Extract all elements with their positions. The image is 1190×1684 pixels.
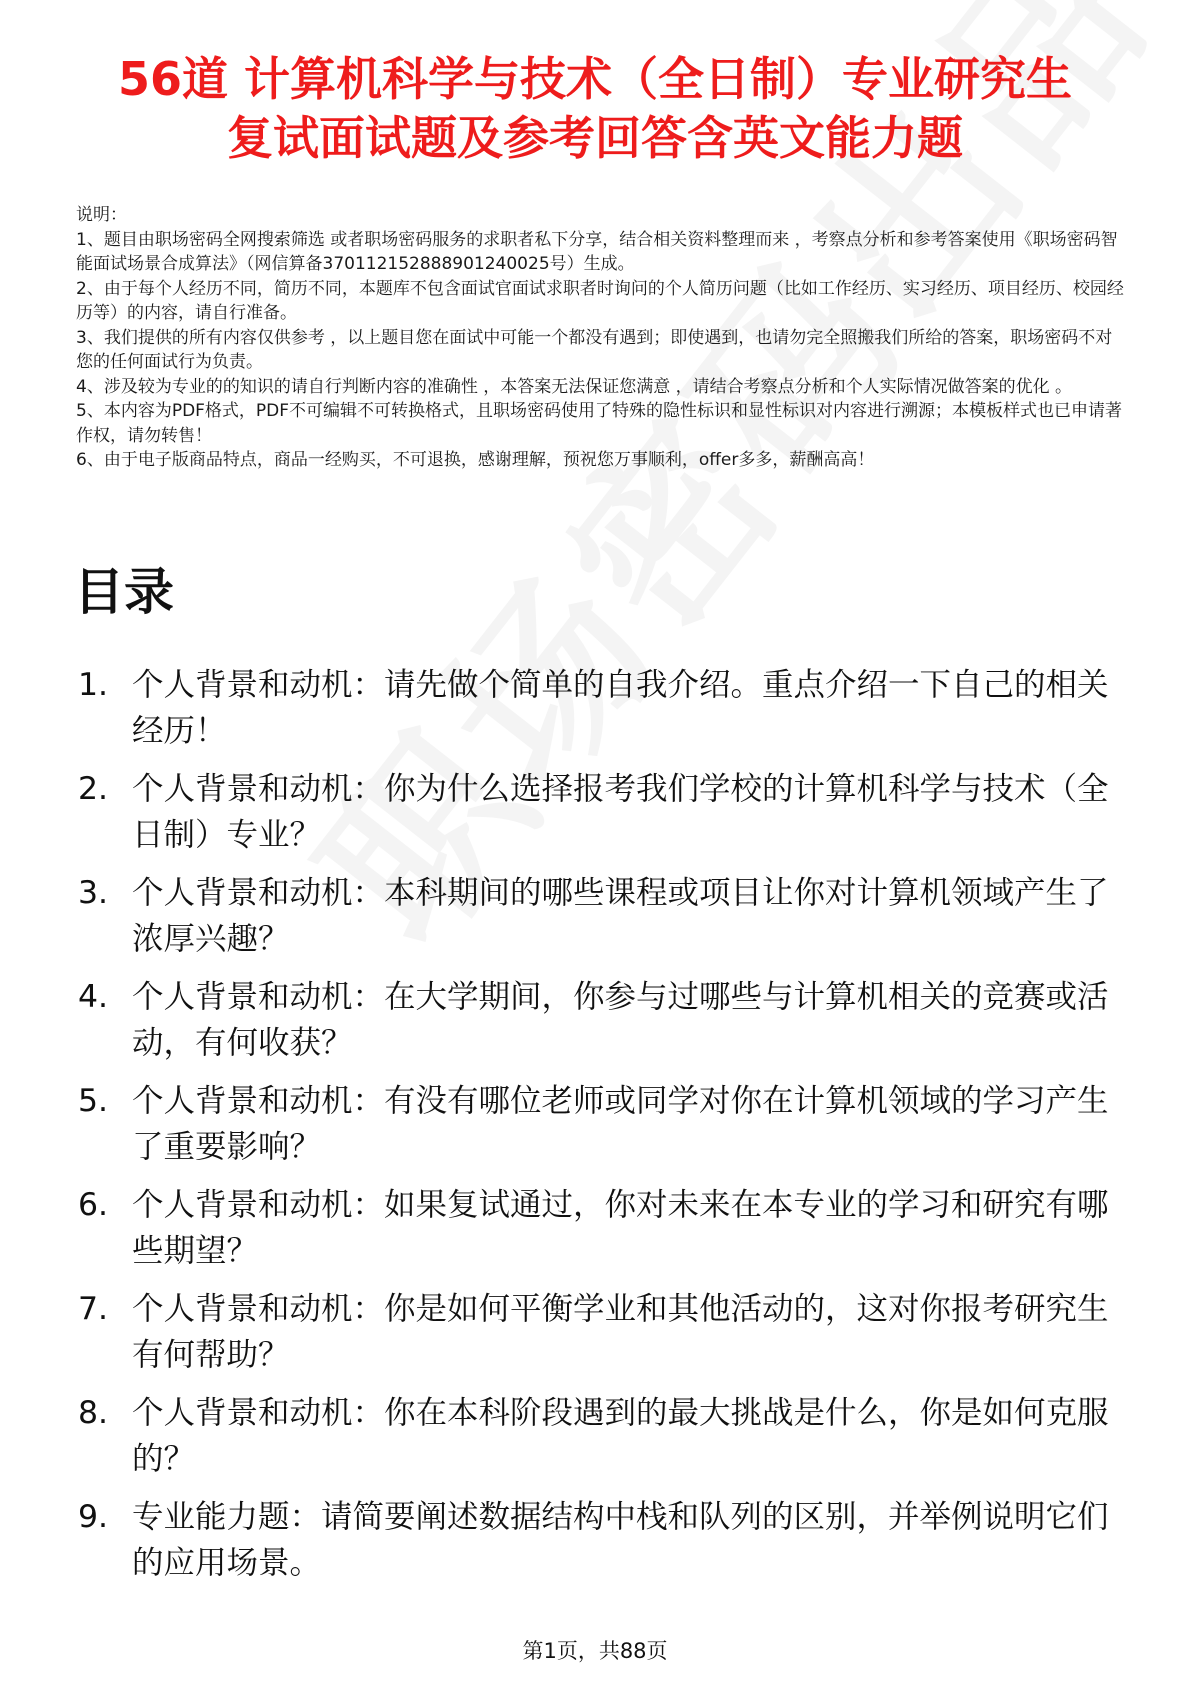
toc-item[interactable] bbox=[72, 1079, 1122, 1170]
toc-item[interactable] bbox=[72, 1183, 1122, 1274]
notes-section bbox=[76, 203, 1126, 473]
toc-item[interactable] bbox=[72, 871, 1122, 962]
toc-item-number: 3. bbox=[78, 875, 109, 911]
toc-item-text: 个人背景和动机：你在本科阶段遇到的最大挑战是什么，你是如何克服的？ bbox=[132, 1395, 1109, 1477]
toc-item-number: 1. bbox=[78, 667, 109, 703]
toc-item-number: 6. bbox=[78, 1187, 109, 1223]
toc-item-text: 个人背景和动机：本科期间的哪些课程或项目让你对计算机领域产生了浓厚兴趣？ bbox=[132, 875, 1109, 957]
toc-item[interactable] bbox=[72, 663, 1122, 754]
toc-item[interactable] bbox=[72, 1391, 1122, 1482]
toc-item-text: 个人背景和动机：你为什么选择报考我们学校的计算机科学与技术（全日制）专业？ bbox=[132, 771, 1109, 853]
toc-item[interactable] bbox=[72, 767, 1122, 858]
toc-item-text: 个人背景和动机：有没有哪位老师或同学对你在计算机领域的学习产生了重要影响？ bbox=[132, 1083, 1109, 1165]
toc-item-number: 5. bbox=[78, 1083, 109, 1119]
toc-item-text: 个人背景和动机：如果复试通过，你对未来在本专业的学习和研究有哪些期望？ bbox=[132, 1187, 1109, 1269]
toc-item-number: 2. bbox=[78, 771, 109, 807]
toc-heading: 目录 bbox=[74, 563, 174, 621]
notes-heading: 说明： bbox=[76, 205, 127, 225]
notes-item: 4、涉及较为专业的的知识的请自行判断内容的准确性 ，本答案无法保证您满意 ，请结合考察点分析和个人实际情况做答案的优化 。 bbox=[76, 376, 1073, 397]
toc-item[interactable] bbox=[72, 1495, 1122, 1586]
toc-item-number: 9. bbox=[78, 1499, 109, 1535]
notes-item: 1、题目由职场密码全网搜索筛选 或者职场密码服务的求职者私下分享，结合相关资料整理而来 ，考察点分析和参考答案使用《职场密码智能面试场景合成算法》（网信算备370112152888901240025号）生成。 bbox=[76, 229, 1118, 274]
toc-item[interactable] bbox=[72, 975, 1122, 1066]
toc-item-number: 7. bbox=[78, 1291, 109, 1327]
toc-item[interactable] bbox=[72, 1287, 1122, 1378]
notes-item: 2、由于每个人经历不同，简历不同，本题库不包含面试官面试求职者时询问的个人简历问题（比如工作经历、实习经历、项目经历、校园经历等）的内容，请自行准备。 bbox=[76, 278, 1124, 323]
document-title bbox=[60, 50, 1130, 168]
toc-item-number: 4. bbox=[78, 979, 109, 1015]
title-line-1: 56道 计算机科学与技术（全日制）专业研究生 bbox=[117, 52, 1073, 106]
toc-item-number: 8. bbox=[78, 1395, 109, 1431]
notes-item: 3、我们提供的所有内容仅供参考 ，以上题目您在面试中可能一个都没有遇到；即使遇到，也请勿完全照搬我们所给的答案，职场密码不对您的任何面试行为负责。 bbox=[76, 327, 1113, 372]
toc-list bbox=[72, 663, 1122, 1599]
toc-item-text: 个人背景和动机：请先做个简单的自我介绍。重点介绍一下自己的相关经历！ bbox=[132, 667, 1109, 749]
page-number-footer: 第1页，共88页 bbox=[522, 1639, 668, 1663]
toc-item-text: 专业能力题：请简要阐述数据结构中栈和队列的区别，并举例说明它们的应用场景。 bbox=[132, 1499, 1109, 1581]
notes-item: 6、由于电子版商品特点，商品一经购买，不可退换，感谢理解，预祝您万事顺利，offer多多，薪酬高高！ bbox=[76, 450, 875, 470]
notes-item: 5、本内容为PDF格式，PDF不可编辑不可转换格式，且职场密码使用了特殊的隐性标识和显性标识对内容进行溯源；本模板样式也已申请著作权，请勿转售！ bbox=[76, 401, 1123, 446]
toc-item-text: 个人背景和动机：你是如何平衡学业和其他活动的，这对你报考研究生有何帮助？ bbox=[132, 1291, 1109, 1373]
toc-item-text: 个人背景和动机：在大学期间，你参与过哪些与计算机相关的竞赛或活动，有何收获？ bbox=[132, 979, 1109, 1061]
title-line-2: 复试面试题及参考回答含英文能力题 bbox=[227, 111, 963, 165]
